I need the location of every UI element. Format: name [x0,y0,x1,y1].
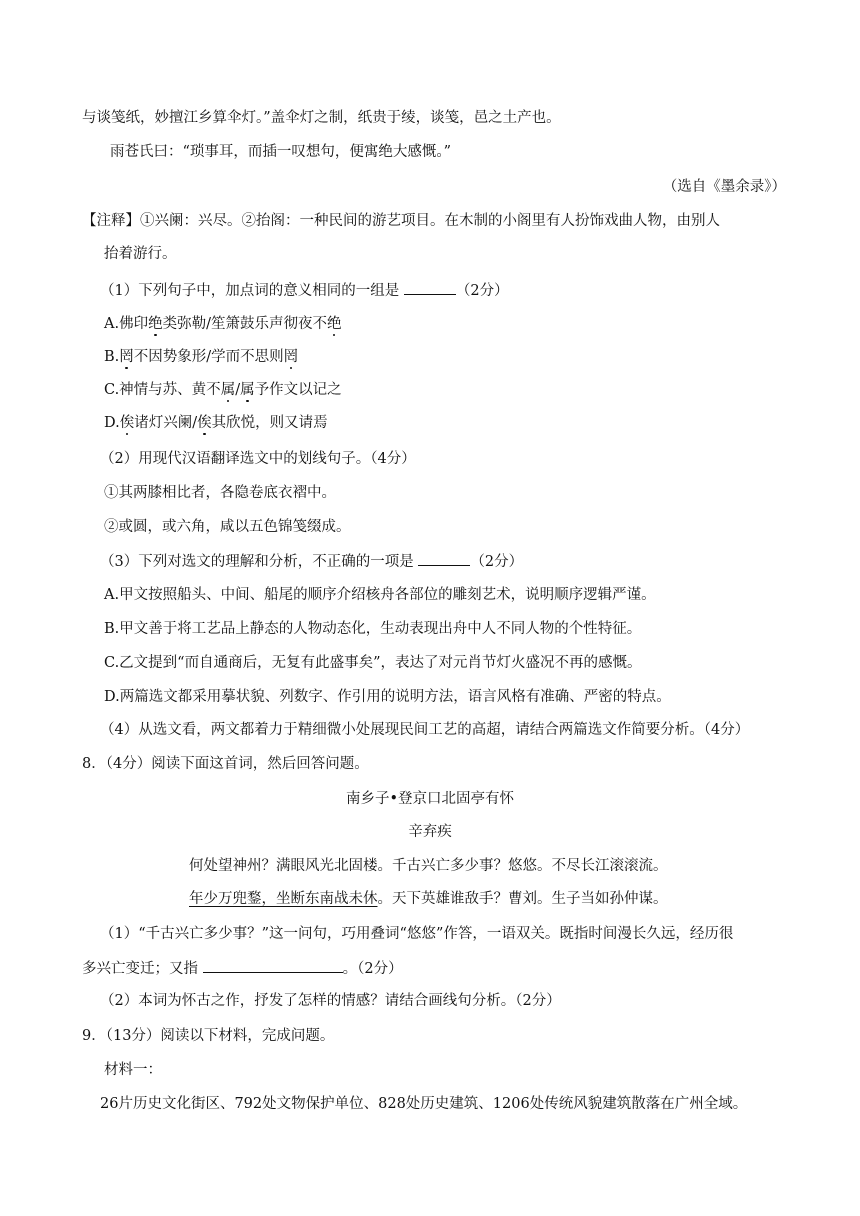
option-a: A.甲文按照船头、中间、船尾的顺序介绍核舟各部位的雕刻艺术，说明顺序逻辑严谨。 [104,587,656,603]
annotation-note: 【注释】①兴阑：兴尽。②抬阁：一种民间的游艺项目。在木制的小阁里有人扮饰戏曲人物，由别人 [82,213,720,229]
poem-line: 年少万兜鍪，坐断东南战未休。天下英雄谁敌手？曹刘。生子当如孙仲谋。 [189,891,668,907]
annotation-note-cont: 抬着游行。 [104,246,177,262]
text-line: 与谈笺纸，妙擅江乡算伞灯。”盖伞灯之制，纸贵于绫，谈笺，邑之土产也。 [82,110,561,126]
option-c: C.神情与苏、黄不属/属予作文以记之 [104,382,342,398]
material-text: 26片历史文化街区、792处文物保护单位、828处历史建筑、1206处传统风貌建筑散落在广州全域。 [100,1096,748,1112]
option-b: B.罔不因势象形/学而不思则罔 [104,349,299,365]
question-7-1: （1）下列句子中，加点词的意义相同的一组是 （2分） [100,280,509,301]
translation-item-2: ②或圆，或六角，咸以五色锦笺缀成。 [104,519,351,535]
option-c: C.乙文提到“而自通商后，无复有此盛事矣”，表达了对元肖节灯火盛况不再的感慨。 [104,655,642,671]
translation-item-1: ①其两膝相比者，各隐卷底衣褶中。 [104,485,336,501]
material-label: 材料一： [104,1062,162,1078]
question-8: 8．（4分）阅读下面这首词，然后回答问题。 [82,756,369,772]
poem-author: 辛弃疾 [408,824,452,840]
option-d: D.俟诸灯兴阑/俟其欣悦，则又请焉 [104,415,328,431]
text-line: 雨苍氏曰：“琐事耳，而插一叹想句，便寓绝大感慨。” [110,144,452,160]
answer-blank[interactable] [418,551,470,566]
underlined-line: 年少万兜鍪，坐断东南战未休 [189,891,378,907]
option-a: A.佛印绝类弥勒/笙箫鼓乐声彻夜不绝 [104,316,342,332]
question-8-1: （1）“千古兴亡多少事？”这一问句，巧用叠词“悠悠”作答，一语双关。既指时间漫长久远，经历很 [100,926,734,942]
option-b: B.甲文善于将工艺品上静态的人物动态化，生动表现出舟中人不同人物的个性特征。 [104,621,642,637]
poem-title: 南乡子•登京口北固亭有怀 [345,791,515,807]
source-citation: （选自《墨余录》） [662,179,786,195]
question-7-3: （3）下列对选文的理解和分析，不正确的一项是 （2分） [100,551,523,572]
answer-blank[interactable] [203,958,343,973]
option-d: D.两篇选文都采用摹状貌、列数字、作引用的说明方法，语言风格有准确、严密的特点。 [104,689,671,705]
question-8-1-cont: 多兴亡变迁；又指 。（2分） [82,958,403,979]
question-8-2: （2）本词为怀古之作，抒发了怎样的情感？请结合画线句分析。（2分） [100,993,561,1009]
answer-blank[interactable] [404,280,456,295]
question-7-4: （4）从选文看，两文都着力于精细微小处展现民间工艺的高超，请结合两篇选文作简要分析。（4分） [100,722,750,738]
poem-line: 何处望神州？满眼风光北固楼。千古兴亡多少事？悠悠。不尽长江滚滚流。 [189,858,668,874]
question-9: 9．（13分）阅读以下材料，完成问题。 [82,1028,335,1044]
question-7-2: （2）用现代汉语翻译选文中的划线句子。（4分） [100,451,416,467]
